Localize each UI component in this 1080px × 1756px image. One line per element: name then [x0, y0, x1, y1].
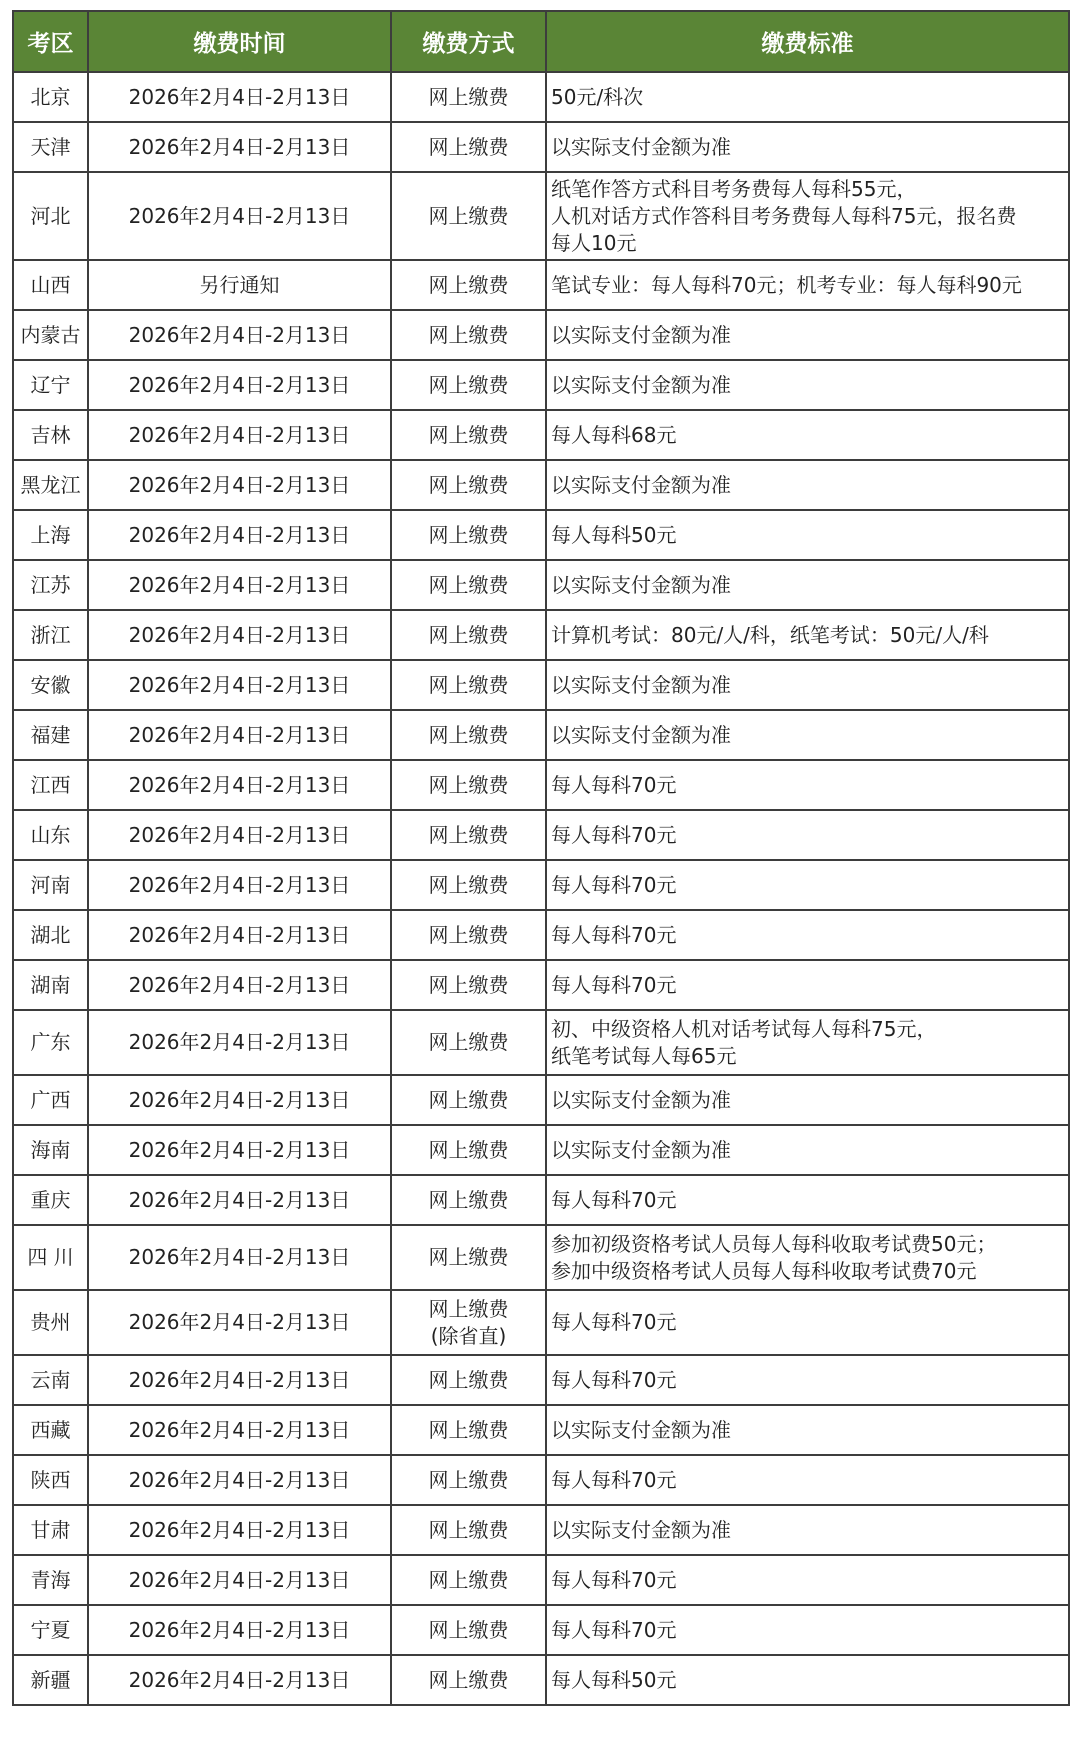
cell-region: 陕西	[13, 1455, 88, 1505]
cell-method-text: 网上缴费	[428, 922, 509, 947]
cell-standard: 以实际支付金额为准	[546, 710, 1069, 760]
cell-standard: 每人每科70元	[546, 960, 1069, 1010]
cell-method-text: 网上缴费	[428, 1517, 509, 1542]
cell-time: 2026年2月4日-2月13日	[88, 1175, 391, 1225]
cell-method-text: 网上缴费	[428, 84, 509, 109]
cell-method	[391, 1225, 546, 1290]
cell-method-text: 网上缴费	[428, 722, 509, 747]
cell-region: 宁夏	[13, 1605, 88, 1655]
cell-method-text: 网上缴费	[428, 1467, 509, 1492]
table-row	[13, 1010, 1069, 1075]
cell-method	[391, 660, 546, 710]
cell-method	[391, 360, 546, 410]
cell-time: 2026年2月4日-2月13日	[88, 1075, 391, 1125]
cell-standard: 每人每科68元	[546, 410, 1069, 460]
cell-time: 2026年2月4日-2月13日	[88, 1405, 391, 1455]
cell-method-text: 网上缴费	[428, 972, 509, 997]
cell-region: 云南	[13, 1355, 88, 1405]
cell-region: 黑龙江	[13, 460, 88, 510]
cell-method	[391, 860, 546, 910]
cell-method-text: 网上缴费	[428, 1030, 509, 1054]
cell-method	[391, 310, 546, 360]
table-row	[13, 460, 1069, 510]
cell-standard: 以实际支付金额为准	[546, 560, 1069, 610]
cell-method	[391, 1605, 546, 1655]
cell-standard: 以实际支付金额为准	[546, 360, 1069, 410]
cell-region: 福建	[13, 710, 88, 760]
cell-method	[391, 72, 546, 122]
cell-method-note: (除省直)	[430, 1323, 507, 1348]
cell-method	[391, 1290, 546, 1355]
cell-method-text: 网上缴费	[428, 672, 509, 697]
cell-standard: 50元/科次	[546, 72, 1069, 122]
cell-standard: 每人每科70元	[546, 760, 1069, 810]
cell-time: 2026年2月4日-2月13日	[88, 660, 391, 710]
cell-method-text: 网上缴费	[428, 1567, 509, 1592]
cell-time: 2026年2月4日-2月13日	[88, 72, 391, 122]
cell-method-text: 网上缴费	[428, 203, 509, 228]
cell-time: 2026年2月4日-2月13日	[88, 172, 391, 260]
cell-standard-line: 纸笔作答方式科目考务费每人每科55元，	[551, 176, 917, 201]
cell-time: 2026年2月4日-2月13日	[88, 1010, 391, 1075]
cell-region: 贵州	[13, 1290, 88, 1355]
cell-time: 2026年2月4日-2月13日	[88, 1355, 391, 1405]
cell-method-text: 网上缴费	[428, 1367, 509, 1392]
table-row	[13, 260, 1069, 310]
header-method: 缴费方式	[391, 11, 546, 72]
table-row	[13, 610, 1069, 660]
cell-method-text: 网上缴费	[428, 322, 509, 347]
cell-region: 山西	[13, 260, 88, 310]
cell-method-text: 网上缴费	[428, 622, 509, 647]
cell-standard: 每人每科70元	[546, 1455, 1069, 1505]
table-row	[13, 710, 1069, 760]
cell-standard: 每人每科70元	[546, 1175, 1069, 1225]
cell-region: 河北	[13, 172, 88, 260]
table-row	[13, 310, 1069, 360]
cell-time: 另行通知	[88, 260, 391, 310]
cell-standard: 每人每科70元	[546, 1555, 1069, 1605]
cell-region: 辽宁	[13, 360, 88, 410]
cell-method	[391, 1655, 546, 1705]
cell-method-text: 网上缴费	[428, 1417, 509, 1442]
cell-method-text: 网上缴费	[428, 1087, 509, 1112]
cell-method-text: 网上缴费	[428, 572, 509, 597]
cell-time: 2026年2月4日-2月13日	[88, 1125, 391, 1175]
cell-method	[391, 1455, 546, 1505]
table-row	[13, 72, 1069, 122]
cell-region: 四 川	[13, 1225, 88, 1290]
cell-region: 广西	[13, 1075, 88, 1125]
cell-time: 2026年2月4日-2月13日	[88, 760, 391, 810]
cell-method	[391, 1505, 546, 1555]
cell-standard-line: 每人10元	[551, 230, 637, 255]
cell-time: 2026年2月4日-2月13日	[88, 560, 391, 610]
cell-region: 内蒙古	[13, 310, 88, 360]
cell-region: 山东	[13, 810, 88, 860]
cell-standard: 以实际支付金额为准	[546, 1405, 1069, 1455]
cell-method-text: 网上缴费	[428, 1296, 509, 1321]
cell-standard: 每人每科70元	[546, 910, 1069, 960]
cell-method-text: 网上缴费	[428, 1137, 509, 1162]
table-row	[13, 1290, 1069, 1355]
cell-standard: 每人每科70元	[546, 1355, 1069, 1405]
table-row	[13, 810, 1069, 860]
table-row	[13, 1075, 1069, 1125]
cell-standard: 每人每科70元	[546, 810, 1069, 860]
table-row	[13, 172, 1069, 260]
cell-time: 2026年2月4日-2月13日	[88, 910, 391, 960]
table-row	[13, 122, 1069, 172]
table-header-row	[13, 11, 1069, 72]
cell-method	[391, 510, 546, 560]
cell-time: 2026年2月4日-2月13日	[88, 1225, 391, 1290]
table-row	[13, 860, 1069, 910]
cell-standard-line: 人机对话方式作答科目考务费每人每科75元，报名费	[551, 203, 1017, 228]
cell-time: 2026年2月4日-2月13日	[88, 1505, 391, 1555]
cell-time: 2026年2月4日-2月13日	[88, 122, 391, 172]
cell-method-text: 网上缴费	[428, 134, 509, 159]
cell-time: 2026年2月4日-2月13日	[88, 310, 391, 360]
cell-time: 2026年2月4日-2月13日	[88, 510, 391, 560]
cell-time: 2026年2月4日-2月13日	[88, 810, 391, 860]
cell-method	[391, 1075, 546, 1125]
cell-method-text: 网上缴费	[428, 1187, 509, 1212]
table-row	[13, 510, 1069, 560]
cell-method	[391, 610, 546, 660]
cell-method-text: 网上缴费	[428, 422, 509, 447]
cell-method	[391, 122, 546, 172]
cell-method-text: 网上缴费	[428, 1245, 509, 1269]
table-row	[13, 1225, 1069, 1290]
cell-time: 2026年2月4日-2月13日	[88, 1605, 391, 1655]
cell-method-text: 网上缴费	[428, 372, 509, 397]
table-row	[13, 1505, 1069, 1555]
cell-region: 江苏	[13, 560, 88, 610]
cell-region: 重庆	[13, 1175, 88, 1225]
cell-time: 2026年2月4日-2月13日	[88, 610, 391, 660]
cell-standard	[546, 1225, 1069, 1290]
cell-method	[391, 260, 546, 310]
cell-standard	[546, 1010, 1069, 1075]
table-row	[13, 910, 1069, 960]
cell-region: 湖南	[13, 960, 88, 1010]
cell-method-text: 网上缴费	[428, 472, 509, 497]
cell-time: 2026年2月4日-2月13日	[88, 1455, 391, 1505]
cell-standard-line: 参加初级资格考试人员每人每科收取考试费50元；	[551, 1231, 997, 1256]
table-row	[13, 1175, 1069, 1225]
cell-method	[391, 910, 546, 960]
cell-region: 吉林	[13, 410, 88, 460]
header-standard: 缴费标准	[546, 11, 1069, 72]
table-row	[13, 660, 1069, 710]
cell-time: 2026年2月4日-2月13日	[88, 1655, 391, 1705]
cell-region: 海南	[13, 1125, 88, 1175]
cell-region: 北京	[13, 72, 88, 122]
cell-region: 上海	[13, 510, 88, 560]
table-row	[13, 960, 1069, 1010]
cell-method-text: 网上缴费	[428, 772, 509, 797]
cell-region: 浙江	[13, 610, 88, 660]
cell-region: 广东	[13, 1010, 88, 1075]
table-row	[13, 410, 1069, 460]
cell-standard: 计算机考试：80元/人/科，纸笔考试：50元/人/科	[546, 610, 1069, 660]
cell-region: 新疆	[13, 1655, 88, 1705]
cell-time: 2026年2月4日-2月13日	[88, 460, 391, 510]
cell-region: 天津	[13, 122, 88, 172]
cell-region: 青海	[13, 1555, 88, 1605]
header-time: 缴费时间	[88, 11, 391, 72]
cell-standard	[546, 172, 1069, 260]
cell-method	[391, 960, 546, 1010]
cell-time: 2026年2月4日-2月13日	[88, 1555, 391, 1605]
cell-method	[391, 1355, 546, 1405]
cell-standard: 每人每科70元	[546, 1605, 1069, 1655]
cell-region: 湖北	[13, 910, 88, 960]
table-row	[13, 560, 1069, 610]
cell-standard-line: 纸笔考试每人每65元	[551, 1043, 737, 1068]
cell-standard: 以实际支付金额为准	[546, 660, 1069, 710]
cell-method	[391, 1175, 546, 1225]
cell-standard: 以实际支付金额为准	[546, 1125, 1069, 1175]
cell-time: 2026年2月4日-2月13日	[88, 1290, 391, 1355]
cell-time: 2026年2月4日-2月13日	[88, 860, 391, 910]
cell-method-text: 网上缴费	[428, 1617, 509, 1642]
cell-method	[391, 1555, 546, 1605]
cell-standard: 以实际支付金额为准	[546, 310, 1069, 360]
table-row	[13, 360, 1069, 410]
cell-method	[391, 1010, 546, 1075]
cell-standard: 每人每科50元	[546, 510, 1069, 560]
cell-method	[391, 560, 546, 610]
cell-time: 2026年2月4日-2月13日	[88, 710, 391, 760]
cell-method-text: 网上缴费	[428, 272, 509, 297]
cell-time: 2026年2月4日-2月13日	[88, 960, 391, 1010]
cell-time: 2026年2月4日-2月13日	[88, 360, 391, 410]
cell-method-text: 网上缴费	[428, 1667, 509, 1692]
cell-standard: 以实际支付金额为准	[546, 122, 1069, 172]
cell-region: 河南	[13, 860, 88, 910]
cell-standard: 以实际支付金额为准	[546, 460, 1069, 510]
fee-table-container	[12, 10, 1068, 1706]
table-row	[13, 1455, 1069, 1505]
cell-standard-line: 参加中级资格考试人员每人每科收取考试费70元	[551, 1258, 977, 1283]
cell-standard-line: 初、中级资格人机对话考试每人每科75元，	[551, 1016, 937, 1041]
cell-standard: 以实际支付金额为准	[546, 1075, 1069, 1125]
cell-method	[391, 810, 546, 860]
table-row	[13, 1355, 1069, 1405]
cell-time: 2026年2月4日-2月13日	[88, 410, 391, 460]
cell-region: 安徽	[13, 660, 88, 710]
cell-method	[391, 710, 546, 760]
table-row	[13, 1405, 1069, 1455]
table-body	[13, 72, 1069, 1705]
cell-method-text: 网上缴费	[428, 822, 509, 847]
cell-standard: 每人每科50元	[546, 1655, 1069, 1705]
header-region: 考区	[13, 11, 88, 72]
cell-method	[391, 1125, 546, 1175]
table-row	[13, 1605, 1069, 1655]
cell-method-text: 网上缴费	[428, 872, 509, 897]
cell-method	[391, 1405, 546, 1455]
fee-table	[12, 10, 1070, 1706]
cell-standard: 每人每科70元	[546, 1290, 1069, 1355]
cell-method	[391, 172, 546, 260]
table-row	[13, 760, 1069, 810]
cell-method	[391, 410, 546, 460]
table-row	[13, 1555, 1069, 1605]
cell-standard: 以实际支付金额为准	[546, 1505, 1069, 1555]
cell-method	[391, 760, 546, 810]
cell-region: 江西	[13, 760, 88, 810]
cell-region: 甘肃	[13, 1505, 88, 1555]
table-row	[13, 1655, 1069, 1705]
cell-method-text: 网上缴费	[428, 522, 509, 547]
cell-standard: 笔试专业：每人每科70元；机考专业：每人每科90元	[546, 260, 1069, 310]
table-row	[13, 1125, 1069, 1175]
cell-region: 西藏	[13, 1405, 88, 1455]
cell-method	[391, 460, 546, 510]
cell-standard: 每人每科70元	[546, 860, 1069, 910]
